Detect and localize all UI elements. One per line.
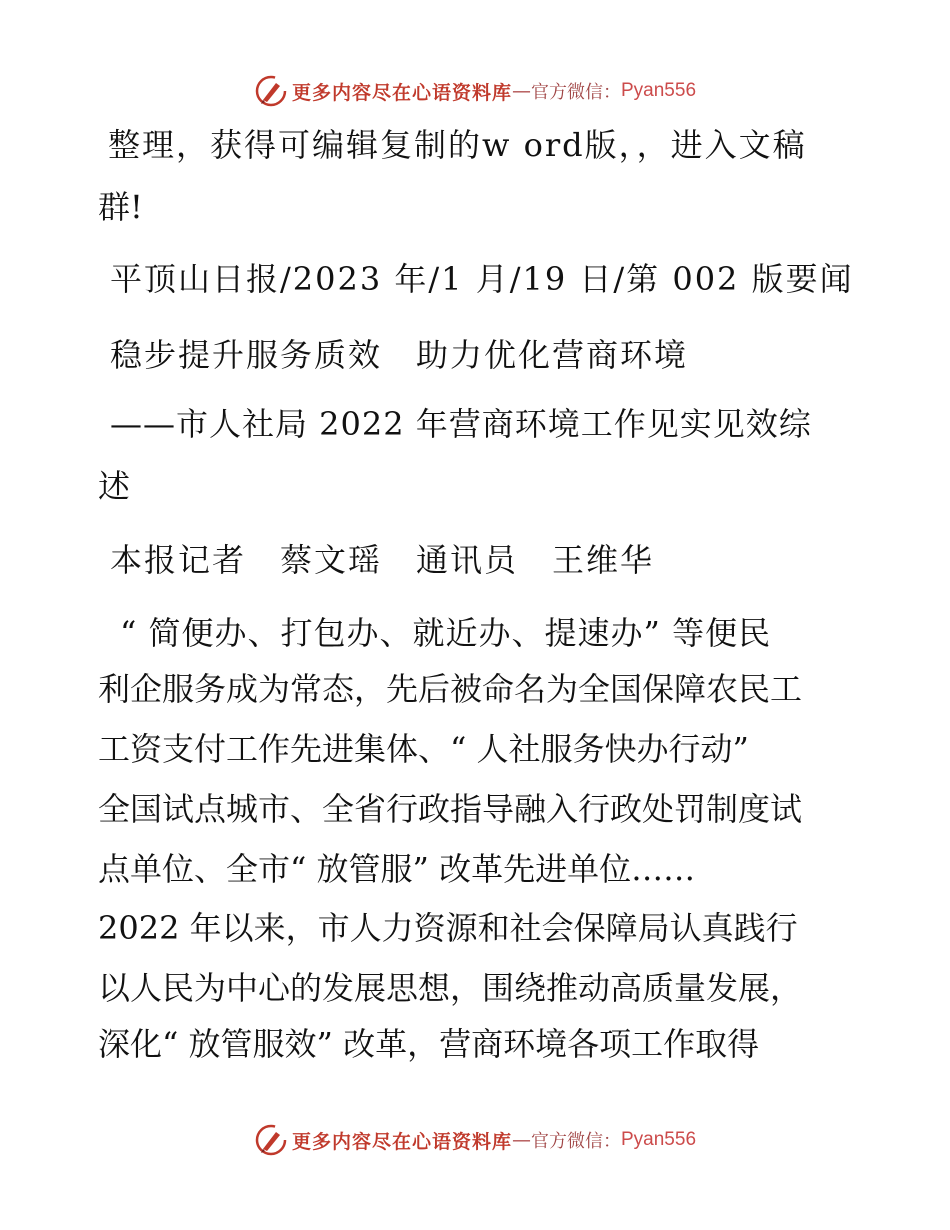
quill-pen-logo-icon: [254, 74, 288, 108]
banner-wechat-id: Pyan556: [621, 80, 697, 101]
banner-wechat-label: 官方微信：: [531, 82, 621, 103]
quill-pen-logo-icon: [254, 1123, 288, 1157]
body-line: 2022 年以来，市人力资源和社会保障局认真践行: [98, 909, 798, 947]
intro-line-1: 整理，获得可编辑复制的w ord版，，进入文稿: [108, 126, 807, 164]
body-line: 深化“ 放管服效” 改革，营商环境各项工作取得: [98, 1025, 760, 1063]
body-line: 以人民为中心的发展思想，围绕推动高质量发展，: [98, 969, 803, 1007]
body-line: 利企服务成为常态，先后被命名为全国保障农民工: [98, 670, 803, 708]
subheadline-line-2: 述: [98, 467, 131, 505]
subheadline-line-1: ——市人社局 2022 年营商环境工作见实见效综: [110, 405, 812, 443]
banner-separator: —: [512, 80, 531, 102]
header-watermark-banner: [0, 71, 950, 111]
footer-watermark-banner: [0, 1120, 950, 1160]
byline: 本报记者 蔡文瑶 通讯员 王维华: [110, 541, 655, 579]
source-line: 平顶山日报/2023 年/1 月/19 日/第 002 版要闻: [110, 260, 854, 298]
body-line: 全国试点城市、全省行政指导融入行政处罚制度试: [98, 790, 803, 828]
banner-wechat-id: Pyan556: [621, 1129, 697, 1150]
banner-brand-text: 更多内容尽在心语资料库: [291, 81, 512, 104]
body-line: 工资支付工作先进集体、“ 人社服务快办行动”: [98, 730, 749, 768]
headline: 稳步提升服务质效 助力优化营商环境: [110, 336, 689, 374]
banner-brand-text: 更多内容尽在心语资料库: [291, 1130, 512, 1153]
body-line: 点单位、全市“ 放管服” 改革先进单位……: [98, 850, 696, 888]
intro-line-2: 群!: [98, 188, 143, 226]
body-line: “ 简便办、打包办、就近办、提速办” 等便民: [120, 614, 772, 652]
banner-separator: —: [512, 1129, 531, 1151]
banner-wechat-label: 官方微信：: [531, 1131, 621, 1152]
